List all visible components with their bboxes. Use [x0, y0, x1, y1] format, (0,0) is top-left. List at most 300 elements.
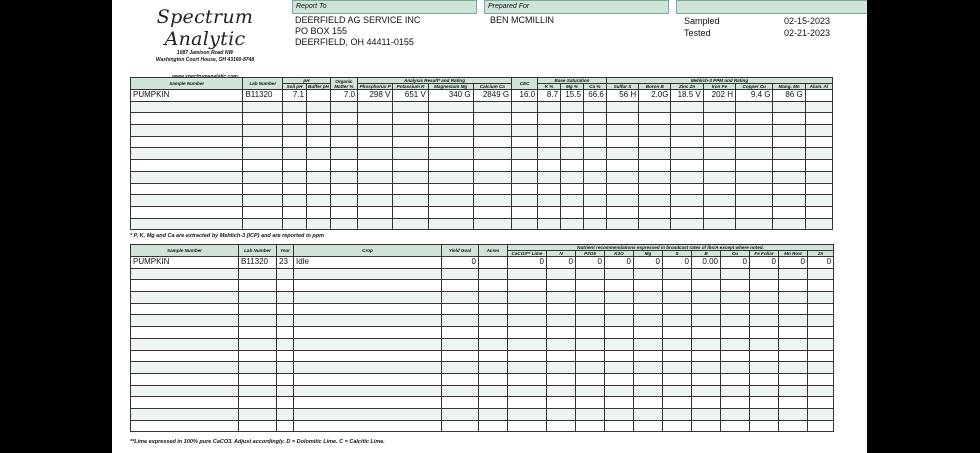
table-cell: 0 [808, 257, 834, 269]
rec-col-p2o5: P2O5 [576, 251, 605, 257]
table-cell [512, 206, 538, 218]
table-cell: 15.5 [561, 90, 584, 102]
table-cell: Idle [294, 257, 442, 269]
logo-address-2: Washington Court House, OH 43160-8748 [155, 57, 255, 63]
table-cell [750, 315, 779, 327]
table-cell [393, 171, 428, 183]
table-cell [243, 113, 283, 125]
table-cell [773, 136, 805, 148]
table-cell [750, 303, 779, 315]
table-cell [639, 101, 671, 113]
table-cell [131, 195, 243, 207]
table-cell [243, 183, 283, 195]
table-cell [131, 397, 239, 409]
table-cell [561, 136, 584, 148]
table-cell [547, 397, 576, 409]
table-cell [561, 148, 584, 160]
table-cell [393, 195, 428, 207]
table-cell [703, 101, 735, 113]
group-analysis-result: Analysis Result* and Rating [357, 78, 511, 84]
table-cell [357, 125, 392, 137]
table-cell [277, 268, 294, 280]
table-cell [561, 171, 584, 183]
col-ca-percent: Ca % [583, 84, 606, 90]
table-cell [538, 136, 561, 148]
table-cell [393, 125, 428, 137]
tested-row [684, 27, 830, 39]
table-cell [512, 160, 538, 172]
table-cell: 0 [634, 257, 663, 269]
table-cell [639, 148, 671, 160]
table-cell [294, 338, 442, 350]
table-cell [663, 338, 692, 350]
rec-col-n: N [547, 251, 576, 257]
col-sample-number: Sample Number [131, 78, 243, 90]
table-cell [576, 315, 605, 327]
table-cell [736, 160, 773, 172]
empty-table-row [131, 303, 834, 315]
table-cell [773, 171, 805, 183]
table-cell [442, 362, 479, 374]
rec-col-mg: Mg [634, 251, 663, 257]
empty-table-row [131, 327, 834, 339]
table-cell [750, 338, 779, 350]
table-cell [779, 338, 808, 350]
table-cell [805, 195, 832, 207]
table-cell [606, 195, 638, 207]
table-cell [703, 148, 735, 160]
table-cell [634, 338, 663, 350]
table-cell [721, 362, 750, 374]
table-cell [721, 303, 750, 315]
table-cell [239, 327, 277, 339]
table-cell [473, 206, 512, 218]
table-cell [473, 148, 512, 160]
table-cell: 23 [277, 257, 294, 269]
table-cell [306, 183, 330, 195]
table-cell: 0 [547, 257, 576, 269]
table-cell [538, 148, 561, 160]
table-cell [357, 160, 392, 172]
table-cell [131, 292, 239, 304]
table-cell [243, 195, 283, 207]
table-cell [576, 280, 605, 292]
table-cell [606, 171, 638, 183]
table-cell [294, 373, 442, 385]
table-cell [663, 408, 692, 420]
table-cell [306, 195, 330, 207]
table-cell [561, 195, 584, 207]
table-cell [330, 125, 357, 137]
table-cell [634, 292, 663, 304]
soil-analysis-rows [131, 90, 833, 230]
table-cell [663, 303, 692, 315]
table-cell [393, 183, 428, 195]
table-cell [428, 218, 473, 230]
table-cell [634, 420, 663, 432]
table-cell [671, 218, 703, 230]
table-cell [663, 268, 692, 280]
table-cell [583, 183, 606, 195]
table-cell [639, 113, 671, 125]
table-cell [508, 315, 547, 327]
table-cell [805, 206, 832, 218]
table-cell [479, 257, 508, 269]
table-cell [703, 136, 735, 148]
col-zinc: Zinc Zn [671, 84, 703, 90]
table-cell [576, 373, 605, 385]
table-cell [283, 171, 307, 183]
table-cell [479, 385, 508, 397]
table-cell [131, 148, 243, 160]
table-cell [750, 397, 779, 409]
table-cell [773, 160, 805, 172]
group-mehlich3: Mehlich-3 PPM and Rating [606, 78, 832, 84]
table-cell [663, 373, 692, 385]
table-cell [606, 113, 638, 125]
table-cell [393, 148, 428, 160]
table-cell [277, 385, 294, 397]
table-cell [508, 385, 547, 397]
table-cell [277, 420, 294, 432]
table-cell [239, 373, 277, 385]
table-cell [808, 385, 834, 397]
table-cell [808, 362, 834, 374]
table-cell [808, 373, 834, 385]
table-cell [277, 327, 294, 339]
table-cell [277, 338, 294, 350]
table-cell [808, 303, 834, 315]
table-cell [512, 183, 538, 195]
table-cell [479, 362, 508, 374]
table-cell [634, 362, 663, 374]
table-cell [547, 327, 576, 339]
table-cell [277, 292, 294, 304]
empty-table-row [131, 373, 834, 385]
table-cell [357, 101, 392, 113]
table-cell [512, 136, 538, 148]
table-cell [442, 292, 479, 304]
table-cell [605, 420, 634, 432]
logo-title: Spectrum Analytic [156, 6, 254, 50]
table-cell [479, 327, 508, 339]
table-cell [692, 280, 721, 292]
table-cell [428, 183, 473, 195]
table-cell [808, 338, 834, 350]
table-cell [330, 218, 357, 230]
table-cell [779, 280, 808, 292]
table-cell [473, 160, 512, 172]
table-cell [605, 327, 634, 339]
table-cell [538, 195, 561, 207]
table-cell [692, 292, 721, 304]
table-cell [779, 385, 808, 397]
table-cell [294, 292, 442, 304]
table-cell [736, 148, 773, 160]
table-cell [634, 385, 663, 397]
table-cell [773, 125, 805, 137]
table2-footnote: **Lime expressed in 100% pure CaCO3. Adjust accordingly. D = Dolomitic Lime. C = Calcitic Lime. [130, 439, 385, 445]
table-cell [277, 362, 294, 374]
table-cell [605, 268, 634, 280]
table-cell [283, 206, 307, 218]
table-cell [639, 195, 671, 207]
table-cell [547, 350, 576, 362]
table-cell [283, 148, 307, 160]
table-cell [473, 136, 512, 148]
table-cell [294, 362, 442, 374]
table-cell [750, 327, 779, 339]
table-cell [671, 171, 703, 183]
table-cell [721, 327, 750, 339]
table-cell [736, 206, 773, 218]
col-soil-ph: Soil pH [283, 84, 307, 90]
table-cell [773, 206, 805, 218]
table-cell [779, 268, 808, 280]
table-cell [671, 136, 703, 148]
table-cell [808, 420, 834, 432]
table-cell [805, 113, 832, 125]
table-cell [721, 315, 750, 327]
report-to-line-1: DEERFIELD AG SERVICE INC [295, 15, 421, 25]
table-cell [605, 303, 634, 315]
table-cell [538, 101, 561, 113]
recommendations-table [130, 244, 834, 432]
table-cell [330, 113, 357, 125]
table-cell [277, 280, 294, 292]
recommendations-rows [131, 257, 834, 432]
table-cell [692, 303, 721, 315]
table-cell [131, 171, 243, 183]
table-cell [561, 218, 584, 230]
table-cell [428, 160, 473, 172]
table-cell [671, 195, 703, 207]
table-cell: PUMPKIN [131, 90, 243, 102]
table1-footnote: * P, K, Mg and Ca are extracted by Mehlich-3 (ICP) and are reported in ppm [130, 233, 324, 239]
table-cell [538, 206, 561, 218]
table-cell [508, 373, 547, 385]
table-cell [808, 268, 834, 280]
table-cell [243, 148, 283, 160]
report-to-line-3: DEERFIELD, OH 44411-0155 [295, 37, 414, 47]
table-cell [773, 183, 805, 195]
col-boron: Boron B [639, 84, 671, 90]
table-cell [703, 195, 735, 207]
table-cell [692, 385, 721, 397]
table-cell [547, 385, 576, 397]
table-cell [671, 160, 703, 172]
table-cell [239, 280, 277, 292]
table-cell [131, 303, 239, 315]
table-cell [736, 183, 773, 195]
table-cell [750, 350, 779, 362]
table-cell [692, 373, 721, 385]
table-cell [805, 183, 832, 195]
table-cell [393, 113, 428, 125]
table-cell [508, 292, 547, 304]
table-cell [576, 385, 605, 397]
table-cell [634, 268, 663, 280]
table-cell [779, 327, 808, 339]
table-cell [547, 373, 576, 385]
table-cell [605, 350, 634, 362]
table-cell [671, 113, 703, 125]
table-cell [508, 397, 547, 409]
table-cell [547, 362, 576, 374]
table-cell [473, 195, 512, 207]
table-cell [306, 206, 330, 218]
table-cell [605, 397, 634, 409]
table-cell [634, 373, 663, 385]
table-cell [442, 385, 479, 397]
table-cell [330, 171, 357, 183]
empty-table-row [131, 280, 834, 292]
table-cell [721, 292, 750, 304]
table-cell [605, 373, 634, 385]
table-cell [294, 397, 442, 409]
table-cell [538, 160, 561, 172]
table-cell [561, 206, 584, 218]
table-cell: 0 [605, 257, 634, 269]
table-cell [663, 327, 692, 339]
dates-block [684, 15, 830, 39]
table-cell [805, 171, 832, 183]
table-cell [547, 315, 576, 327]
table-cell [512, 113, 538, 125]
table-cell [512, 148, 538, 160]
table-cell [639, 171, 671, 183]
table-cell [239, 303, 277, 315]
table-cell [692, 362, 721, 374]
table-cell [583, 148, 606, 160]
empty-table-row [131, 125, 833, 137]
table-cell [306, 101, 330, 113]
empty-table-row [131, 408, 834, 420]
empty-table-row [131, 171, 833, 183]
table-cell [330, 183, 357, 195]
table-cell [663, 350, 692, 362]
table-cell [283, 125, 307, 137]
table-cell [428, 101, 473, 113]
table-cell [773, 113, 805, 125]
table-cell [779, 303, 808, 315]
table-cell [750, 385, 779, 397]
table-cell [703, 183, 735, 195]
table-cell [773, 101, 805, 113]
prepared-for-label: Prepared For [484, 0, 669, 14]
table-cell [131, 101, 243, 113]
table-cell [131, 280, 239, 292]
table-cell [583, 125, 606, 137]
table-cell [779, 420, 808, 432]
group-ph: pH [283, 78, 331, 84]
table-cell [243, 136, 283, 148]
empty-table-row [131, 350, 834, 362]
table-cell [473, 125, 512, 137]
table-cell [606, 125, 638, 137]
table-cell: 298 V [357, 90, 392, 102]
table-cell [671, 148, 703, 160]
table-cell [605, 385, 634, 397]
table-cell: 0 [750, 257, 779, 269]
rec-col-sample-number: Sample Number [131, 245, 239, 257]
table-cell [561, 125, 584, 137]
table-cell [773, 218, 805, 230]
table-cell [442, 350, 479, 362]
table-cell [131, 385, 239, 397]
table-cell: 0.00 [692, 257, 721, 269]
table-cell [393, 136, 428, 148]
table-cell [393, 206, 428, 218]
table-cell [442, 280, 479, 292]
table-cell [512, 171, 538, 183]
table-cell [808, 397, 834, 409]
table-cell [663, 385, 692, 397]
table-cell [131, 125, 243, 137]
rec-col-year: Year [277, 245, 294, 257]
table-cell: 66.6 [583, 90, 606, 102]
rec-col-yield-goal: Yield Goal [442, 245, 479, 257]
table-cell [306, 171, 330, 183]
empty-table-row [131, 113, 833, 125]
table-cell [576, 292, 605, 304]
table-cell [671, 125, 703, 137]
table-cell: 7.0 [330, 90, 357, 102]
report-to-label: Report To [292, 0, 477, 14]
table-cell [243, 218, 283, 230]
table-cell [479, 292, 508, 304]
table-cell: B11320 [243, 90, 283, 102]
report-to-address [295, 15, 420, 48]
table-cell [805, 148, 832, 160]
table-cell [576, 420, 605, 432]
report-to-line-2: PO BOX 155 [295, 26, 348, 36]
table-cell [606, 136, 638, 148]
sampled-row [684, 15, 830, 27]
table-cell [583, 113, 606, 125]
table-cell [750, 268, 779, 280]
table-cell [721, 420, 750, 432]
table-cell: 8.7 [538, 90, 561, 102]
col-sulfur: Sulfur S [606, 84, 638, 90]
table-cell [779, 397, 808, 409]
table-cell [606, 148, 638, 160]
table-cell [508, 338, 547, 350]
table-cell [239, 292, 277, 304]
table-cell [538, 171, 561, 183]
table-cell [442, 408, 479, 420]
rec-col-fe-foliar: Fe Foliar [750, 251, 779, 257]
table-cell [508, 362, 547, 374]
table-cell [639, 183, 671, 195]
table-cell [547, 303, 576, 315]
table-cell [663, 315, 692, 327]
table-cell [442, 338, 479, 350]
table-cell [283, 160, 307, 172]
table-cell [606, 206, 638, 218]
col-phosphorus: Phosphorus P [357, 84, 392, 90]
table-cell [721, 338, 750, 350]
table-cell [306, 160, 330, 172]
rec-group-nutrient: Nutrient recommendations expressed in broadcast rates of lbs/A except where noted. [508, 245, 834, 251]
table-cell [779, 362, 808, 374]
table-cell [538, 183, 561, 195]
table-cell [330, 148, 357, 160]
table-cell [639, 218, 671, 230]
table-cell [473, 171, 512, 183]
table-cell [239, 362, 277, 374]
rec-col-k2o: K2O [605, 251, 634, 257]
